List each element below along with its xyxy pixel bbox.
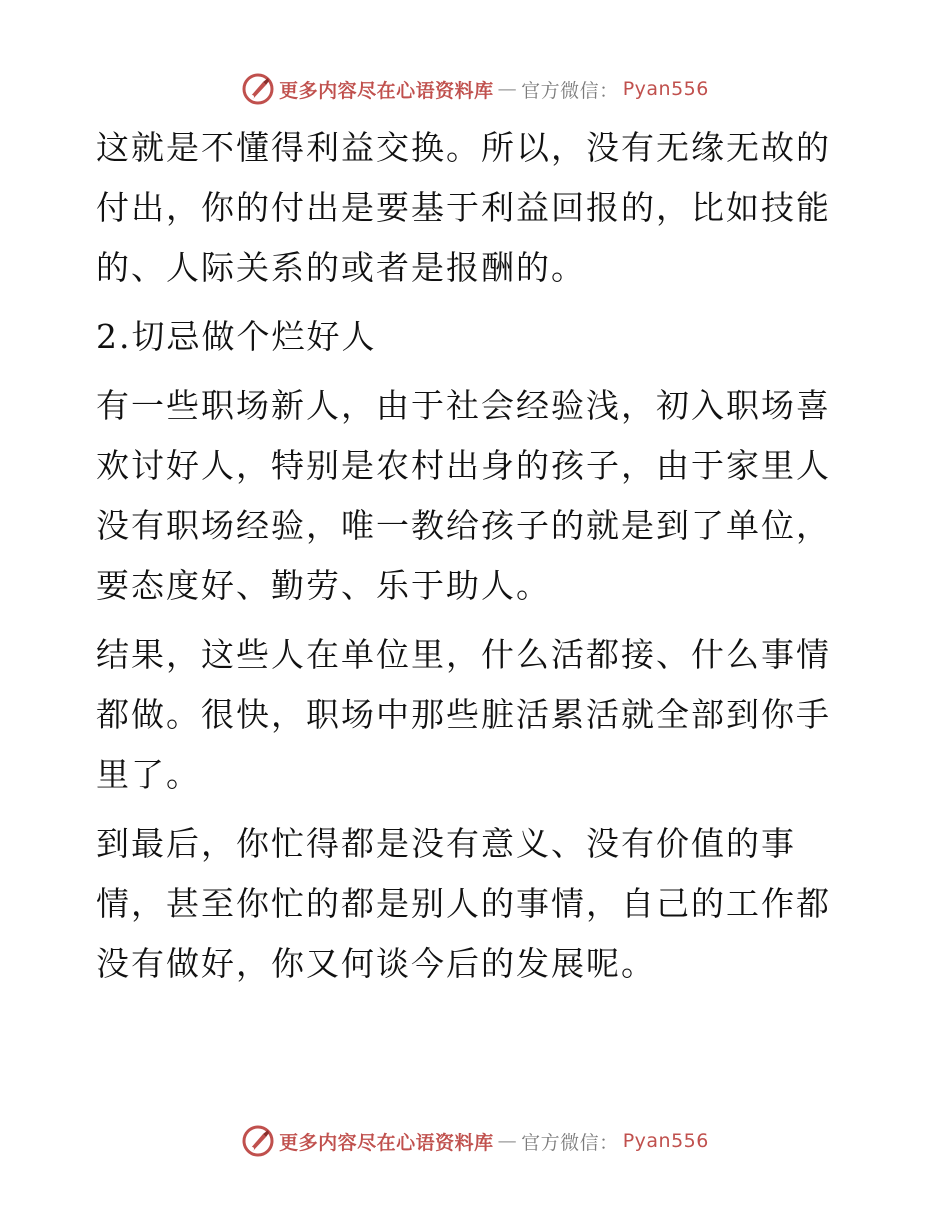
watermark-site-text: 更多内容尽在心语资料库 [279,1131,494,1154]
watermark-label: 官方微信： [521,1131,619,1154]
paragraph-benefit-exchange: 这就是不懂得利益交换。所以，没有无缘无故的付出，你的付出是要基于利益回报的，比如技能的、人际关系的或者是报酬的。 [96,128,831,287]
watermark-wechat-id: Pyan556 [622,78,709,100]
footer-watermark [0,1124,950,1158]
paragraph-result: 结果，这些人在单位里，什么活都接、什么事情都做。很快，职场中那些脏活累活就全部到你手里了。 [96,635,831,794]
watermark-label: 官方微信： [521,79,619,102]
paragraph-newcomers: 有一些职场新人，由于社会经验浅，初入职场喜欢讨好人，特别是农村出身的孩子，由于家里人没有职场经验，唯一教给孩子的就是到了单位，要态度好、勤劳、乐于助人。 [96,386,831,605]
header-watermark [0,72,950,106]
document-body [96,118,856,1003]
quill-emblem-icon [241,1124,275,1158]
watermark-site-text: 更多内容尽在心语资料库 [279,79,494,102]
watermark-separator: — [497,1130,518,1152]
paragraph-conclusion: 到最后，你忙得都是没有意义、没有价值的事情，甚至你忙的都是别人的事情，自己的工作都没有做好，你又何谈今后的发展呢。 [96,824,831,983]
quill-emblem-icon [241,72,275,106]
watermark-wechat-id: Pyan556 [622,1130,709,1152]
section-heading: 2.切忌做个烂好人 [96,317,377,356]
watermark-separator: — [497,78,518,100]
